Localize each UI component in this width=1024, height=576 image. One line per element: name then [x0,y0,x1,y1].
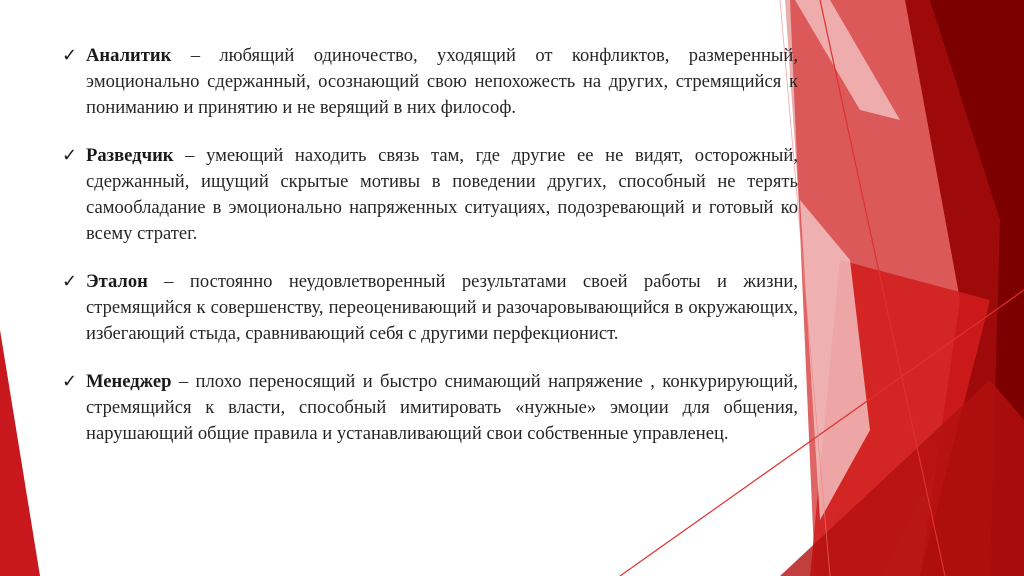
list-item-text [86,143,798,247]
list-item-text [86,369,798,447]
term-description: – плохо переносящий и быстро снимающий напряжение , конкурирующий, стремящийся к власти, способный имитировать «нужные» эмоции для общения, нарушающий общие правила и устанавливающий свои собственные управленец. [86,371,798,444]
list-item-scout [62,143,798,247]
list-item-analyst [62,43,798,121]
term-label: Аналитик [86,45,172,66]
term-label: Эталон [86,271,148,292]
term-label: Менеджер [86,371,172,392]
check-mark-icon: ✓ [62,371,78,392]
term-label: Разведчик [86,145,174,166]
check-mark-icon: ✓ [62,45,78,66]
list-item-standard [62,269,798,347]
list-item-text [86,43,798,121]
term-description: – любящий одиночество, уходящий от конфликтов, размеренный, эмоционально сдержанный, осознающий свою непохожесть на других, стремящийся к пониманию и принятию и не верящий в них философ. [86,45,798,118]
check-mark-icon: ✓ [62,271,78,292]
list-item-manager [62,369,798,447]
left-red-triangle [0,330,40,576]
bullet-list [62,43,798,469]
list-item-text [86,269,798,347]
term-description: – постоянно неудовлетворенный результатами своей работы и жизни, стремящийся к совершенству, переоценивающий и разочаровывающийся в окружающих, избегающий стыда, сравнивающий себя с другими перфекционист. [86,271,798,344]
check-mark-icon: ✓ [62,145,78,166]
term-description: – умеющий находить связь там, где другие ее не видят, осторожный, сдержанный, ищущий скрытые мотивы в поведении других, способный не терять самообладание в эмоционально напряженных ситуациях, подозревающий и готовый ко всему стратег. [86,145,798,244]
